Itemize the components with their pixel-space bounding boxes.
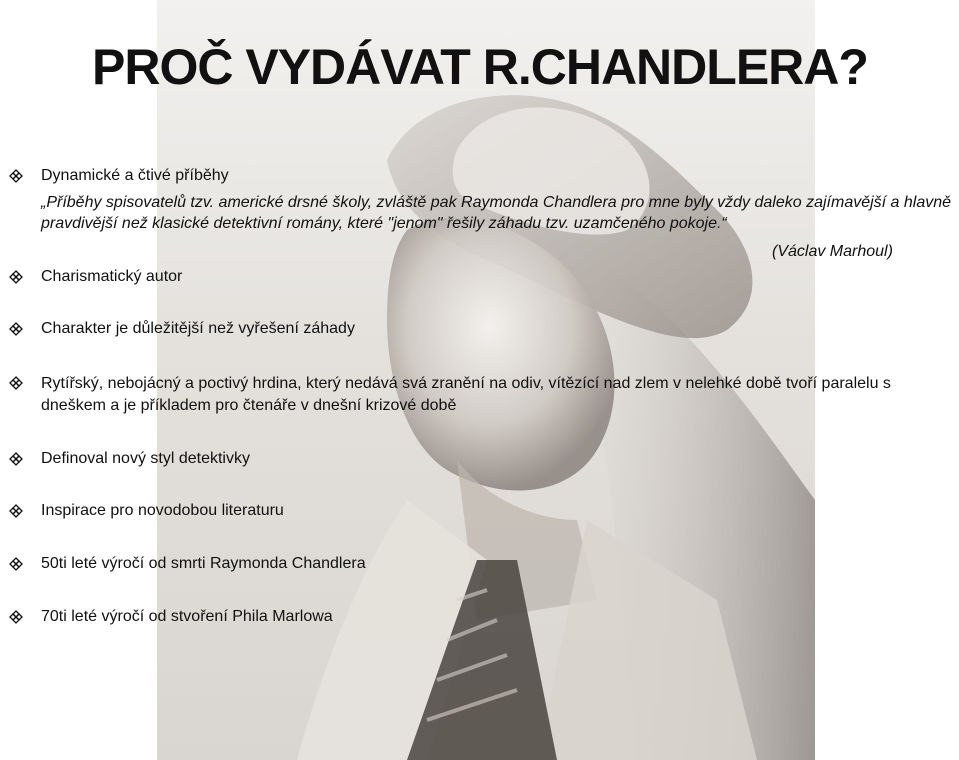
- diamond-bullet-icon: [9, 504, 23, 518]
- bullet-text: Charismatický autor: [41, 268, 183, 285]
- bullet-text: Definoval nový styl detektivky: [41, 450, 250, 467]
- quote-author: (Václav Marhoul): [772, 243, 893, 260]
- quote-text: „Příběhy spisovatelů tzv. americké drsné školy, zvláště pak Raymonda Chandlera pro mne byly vždy daleko zajímavější a hlavně pravdivější než klasické detektivní romány, které "jenom" řešily záhadu tzv. uzamčeného pokoje.“: [41, 194, 952, 232]
- bullet-text: Inspirace pro novodobou literaturu: [41, 502, 284, 519]
- diamond-bullet-icon: [9, 270, 23, 284]
- bullet-text: 70ti leté výročí od stvoření Phila Marlowa: [41, 608, 333, 625]
- page-title: PROČ VYDÁVAT R.CHANDLERA?: [92, 39, 868, 95]
- diamond-bullet-icon: [9, 452, 23, 466]
- bullet-text: Dynamické a čtivé příběhy: [41, 167, 229, 184]
- bullet-text: 50ti leté výročí od smrti Raymonda Chandlera: [41, 555, 366, 572]
- diamond-bullet-icon: [9, 376, 23, 390]
- diamond-bullet-icon: [9, 322, 23, 336]
- bullet-text: Charakter je důležitější než vyřešení záhady: [41, 320, 355, 337]
- diamond-bullet-icon: [9, 610, 23, 624]
- bullet-text: Rytířský, nebojácný a poctivý hrdina, který nedává svá zranění na odiv, vítězící nad zlem v nelehké době tvoří paralelu s dneškem a je příkladem pro čtenáře v dnešní krizové době: [41, 375, 891, 414]
- diamond-bullet-icon: [9, 169, 23, 183]
- diamond-bullet-icon: [9, 557, 23, 571]
